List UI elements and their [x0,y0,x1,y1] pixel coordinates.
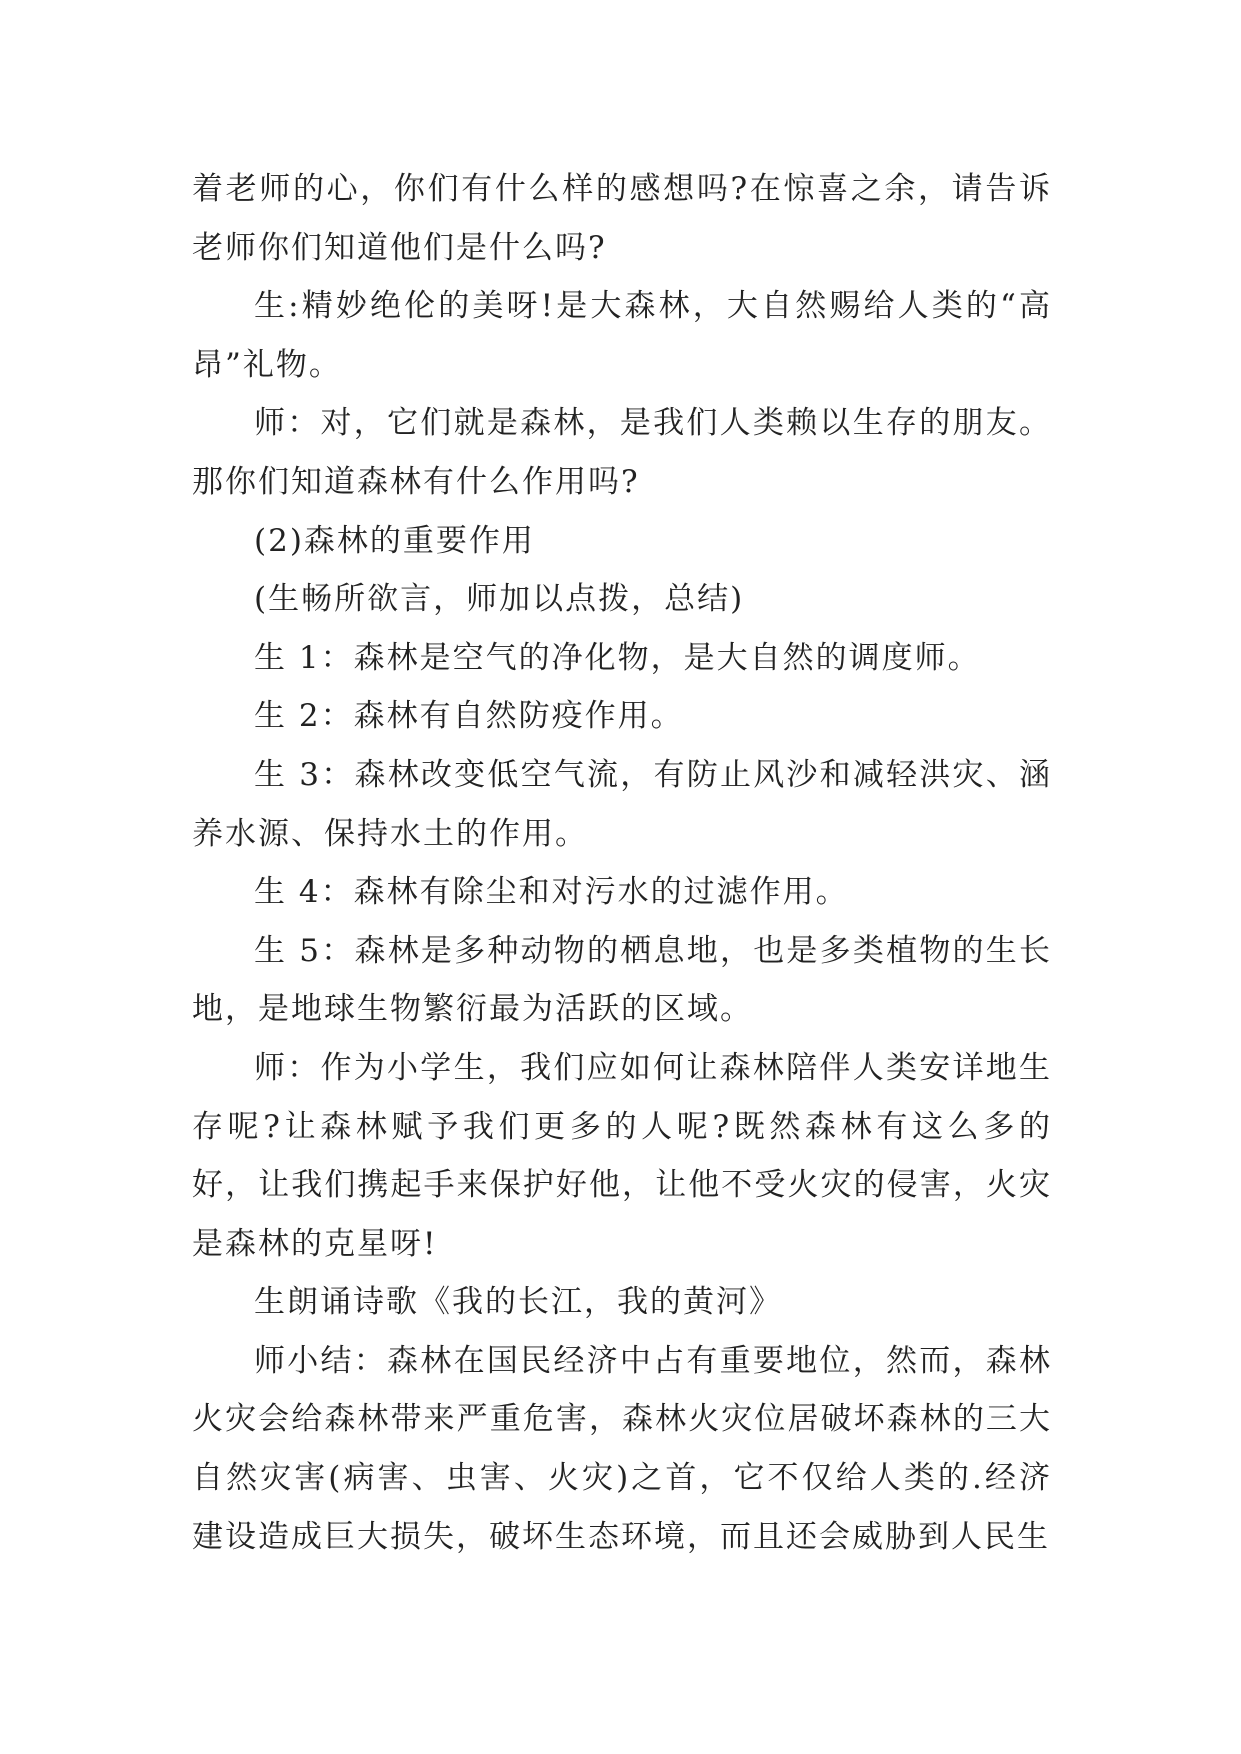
paragraph-student-1: 生 1：森林是空气的净化物，是大自然的调度师。 [254,639,981,676]
paragraph-poem-recital: 生朗诵诗歌《我的长江，我的黄河》 [254,1284,782,1321]
paragraph-student-4: 生 4：森林有除尘和对污水的过滤作用。 [254,874,849,911]
paragraph-teacher-question: 师：对，它们就是森林，是我们人类赖以生存的朋友。那你们知道森林有什么作用吗? [192,405,1052,500]
paragraph-student-3: 生 3：森林改变低空气流，有防止风沙和减轻洪灾、涵养水源、保持水土的作用。 [192,756,1052,852]
paragraph-student-answer: 生:精妙绝伦的美呀!是大森林，大自然赐给人类的“高昂”礼物。 [192,288,1052,383]
paragraph-student-2: 生 2：森林有自然防疫作用。 [254,698,684,735]
paragraph-teacher-prompt: 师：作为小学生，我们应如何让森林陪伴人类安详地生存呢?让森林赋予我们更多的人呢?既然森林有这么多的好，让我们携起手来保护好他，让他不受火灾的侵害，火灾是森林的克星呀! [192,1049,1052,1262]
paragraph-continuation: 着老师的心，你们有什么样的感想吗?在惊喜之余，请告诉老师你们知道他们是什么吗? [192,171,1052,266]
paragraph-teacher-summary: 师小结：森林在国民经济中占有重要地位，然而，森林火灾会给森林带来严重危害，森林火灾位居破坏森林的三大自然灾害(病害、虫害、火灾)之首，它不仅给人类的.经济建设造成巨大损失，破坏生态环境，而且还会威胁到人民生 [192,1342,1052,1555]
paragraph-instruction: (生畅所欲言，师加以点拨，总结) [254,581,745,618]
section-heading: (2)森林的重要作用 [254,522,535,559]
paragraph-student-5: 生 5：森林是多种动物的栖息地，也是多类植物的生长地，是地球生物繁衍最为活跃的区域。 [192,932,1052,1028]
document-body [192,160,1052,1566]
